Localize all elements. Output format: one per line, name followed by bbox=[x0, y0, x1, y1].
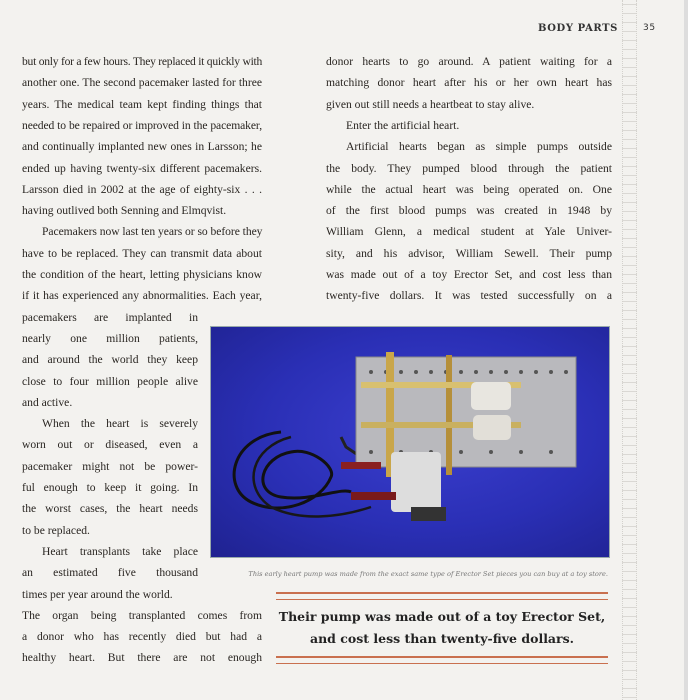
body-text-line: having outlived both Senning and Elmqvist. bbox=[22, 204, 227, 218]
body-text-line: while the actual heart was being operated on. One bbox=[326, 182, 612, 196]
page-edge bbox=[684, 0, 688, 700]
body-text-line: and continually implanted new ones in Larsson; he bbox=[22, 140, 262, 154]
body-text-line: ful enough to keep it going. In bbox=[22, 481, 198, 494]
body-text-line: the worst cases, the heart needs bbox=[22, 502, 198, 516]
pull-quote-bottom-rule bbox=[276, 656, 608, 664]
body-text-line: the body. They pumped blood through the patient bbox=[326, 161, 612, 175]
pull-quote-line-1: Their pump was made out of a toy Erector Set, bbox=[278, 609, 606, 624]
body-text-line: William Glenn, a medical student at Yale Univer- bbox=[326, 225, 612, 239]
body-text-line: Artificial hearts began as simple pumps outside bbox=[346, 140, 612, 154]
body-text-line: Enter the artificial heart. bbox=[346, 118, 460, 132]
body-text-line: and around the world they keep bbox=[22, 353, 198, 367]
body-text-line: of the first blood pumps was created in 1948 by bbox=[326, 204, 612, 218]
decorative-border bbox=[622, 0, 637, 700]
page-number: 35 bbox=[643, 23, 656, 33]
body-text-line: pacemakers are implanted in bbox=[22, 310, 198, 324]
erector-set-pump-image bbox=[211, 327, 609, 557]
body-text-line: Pacemakers now last ten years or so before they bbox=[42, 225, 263, 239]
body-text-line: an estimated five thousand bbox=[22, 566, 198, 580]
body-text-line: to be replaced. bbox=[22, 523, 90, 537]
body-text-line: a donor who has recently died but had a bbox=[22, 630, 262, 644]
body-text-line: the condition of the heart, letting physicians know bbox=[22, 268, 262, 281]
body-text-line: times per year around the world. bbox=[22, 587, 173, 601]
body-text-line: When the heart is severely bbox=[42, 417, 198, 431]
body-text-line: but only for a few hours. They replaced it quickly with bbox=[22, 55, 263, 68]
body-text-line: have to be replaced. They can transmit data about bbox=[22, 246, 262, 260]
body-text-line: another one. The second pacemaker lasted for three bbox=[22, 76, 262, 90]
body-text-line: given out still needs a heartbeat to stay alive. bbox=[326, 97, 535, 111]
body-text-line: sity, and his advisor, William Sewell. Their pump bbox=[326, 246, 612, 260]
body-text-line: twenty-five dollars. It was tested successfully on a bbox=[326, 289, 612, 303]
body-text-line: matching donor heart after his or her own heart has bbox=[326, 76, 612, 90]
body-text-line: years. The medical team kept finding things that bbox=[22, 97, 262, 111]
body-text-line: close to four million people alive bbox=[22, 374, 198, 388]
body-text-line: if it has experienced any abnormalities. Each year, bbox=[22, 289, 262, 303]
body-text-line: The organ being transplanted comes from bbox=[22, 608, 262, 622]
figure-caption: This early heart pump was made from the exact same type of Erector Set pieces you can buy at a toy store. bbox=[248, 570, 608, 578]
body-text-line: Heart transplants take place bbox=[42, 544, 198, 558]
body-text-line: healthy heart. But there are not enough bbox=[22, 651, 262, 665]
body-text-line: and active. bbox=[22, 395, 73, 409]
pull-quote-top-rule bbox=[276, 592, 608, 600]
body-text-line: ended up having twenty-six different pacemakers. bbox=[22, 161, 262, 175]
pull-quote-line-2: and cost less than twenty-five dollars. bbox=[309, 631, 575, 646]
body-text-line: Larsson died in 2002 at the age of eighty-six . . . bbox=[22, 182, 262, 196]
heart-pump-photo bbox=[210, 326, 610, 558]
body-text-line: needed to be repaired or improved in the pacemaker, bbox=[22, 118, 262, 132]
body-text-line: worn out or diseased, even a bbox=[22, 438, 198, 452]
body-text-line: was made out of a toy Erector Set, and cost less than bbox=[326, 268, 612, 281]
body-text-line: nearly one million patients, bbox=[22, 331, 198, 345]
body-text-line: pacemaker might not be power- bbox=[22, 459, 198, 473]
running-header: BODY PARTS bbox=[538, 23, 618, 34]
body-text-line: donor hearts to go around. A patient waiting for a bbox=[326, 55, 612, 68]
